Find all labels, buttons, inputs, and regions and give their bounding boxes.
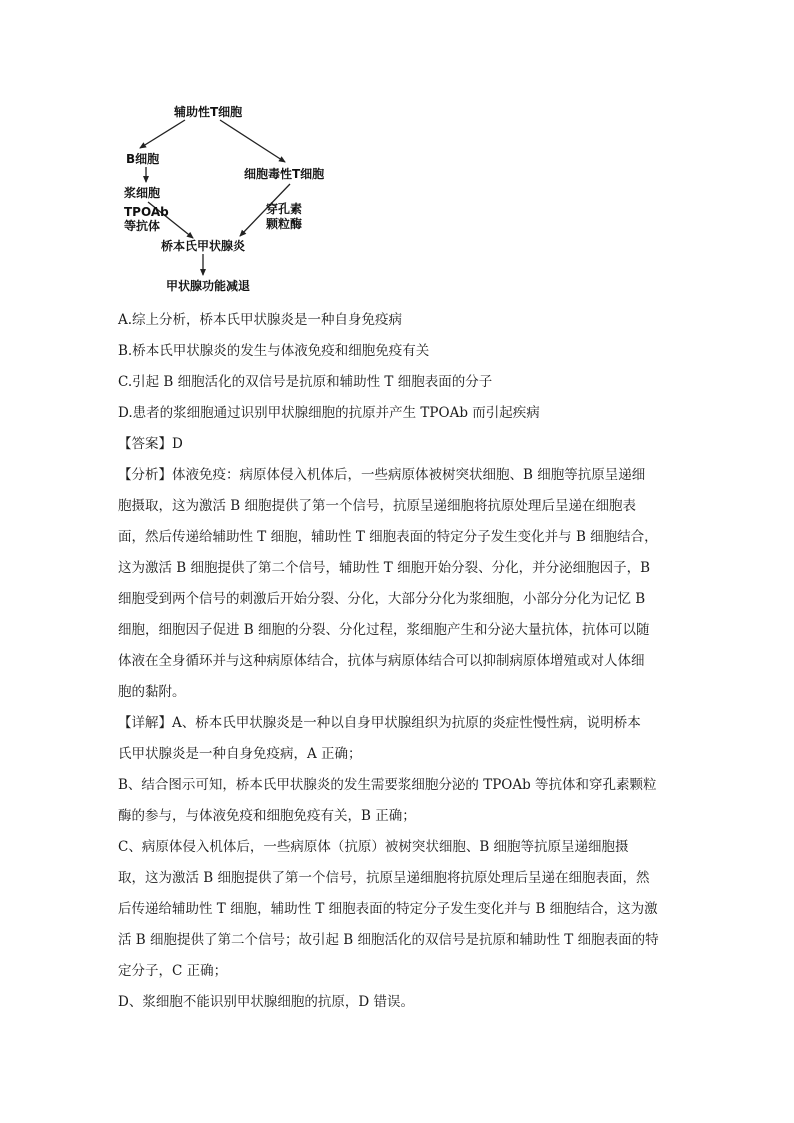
analysis-line: 体液在全身循环并与这种病原体结合，抗体与病原体结合可以抑制病原体增殖或对人体细 — [118, 653, 645, 669]
analysis-line: 细胞受到两个信号的刺激后开始分裂、分化，大部分分化为浆细胞，小部分分化为记忆 B — [118, 591, 646, 607]
label-perforin: 穿孔素 — [266, 202, 303, 216]
analysis-line: 细胞，细胞因子促进 B 细胞的分裂、分化过程，浆细胞产生和分泌大量抗体，抗体可以随 — [118, 622, 650, 638]
node-helper-t: 辅助性T细胞 — [174, 105, 243, 119]
detail-line: 后传递给辅助性 T 细胞，辅助性 T 细胞表面的特定分子发生变化并与 B 细胞结合，这为激 — [118, 901, 658, 917]
detail-line: 【详解】A、桥本氏甲状腺炎是一种以自身甲状腺组织为抗原的炎症性慢性病，说明桥本 — [118, 715, 641, 731]
detail-line: 定分子，C 正确； — [118, 963, 228, 979]
option-b: B.桥本氏甲状腺炎的发生与体液免疫和细胞免疫有关 — [118, 343, 430, 359]
option-d: D.患者的浆细胞通过识别甲状腺细胞的抗原并产生 TPOAb 而引起疾病 — [118, 405, 540, 421]
detail-line: 取，这为激活 B 细胞提供了第一个信号，抗原呈递细胞将抗原处理后呈递在细胞表面，然 — [118, 870, 650, 886]
label-tpoab: TPOAb — [124, 205, 169, 219]
node-b-cell: B细胞 — [126, 152, 160, 166]
analysis-line: 【分析】体液免疫：病原体侵入机体后，一些病原体被树突状细胞、B 细胞等抗原呈递细 — [118, 467, 646, 483]
analysis-line: 胞摄取，这为激活 B 细胞提供了第一个信号，抗原呈递细胞将抗原处理后呈递在细胞表 — [118, 498, 637, 514]
node-cytotoxic-t: 细胞毒性T细胞 — [244, 167, 325, 181]
detail-line: B、结合图示可知，桥本氏甲状腺炎的发生需要浆细胞分泌的 TPOAb 等抗体和穿孔素颗粒 — [118, 777, 657, 793]
arrow-helper-to-b — [140, 120, 185, 148]
option-c: C.引起 B 细胞活化的双信号是抗原和辅助性 T 细胞表面的分子 — [118, 374, 493, 390]
node-plasma-cell: 浆细胞 — [124, 186, 161, 200]
label-granzyme: 颗粒酶 — [266, 217, 303, 231]
question-text — [118, 305, 678, 1018]
label-antibody: 等抗体 — [124, 219, 161, 233]
analysis-line: 面，然后传递给辅助性 T 细胞，辅助性 T 细胞表面的特定分子发生变化并与 B 细胞结合， — [118, 529, 658, 545]
node-hashimoto: 桥本氏甲状腺炎 — [161, 239, 246, 253]
immune-flow-diagram — [110, 96, 350, 301]
arrow-helper-to-cytotoxic — [220, 120, 285, 162]
analysis-line: 胞的黏附。 — [118, 684, 186, 700]
detail-line: 酶的参与，与体液免疫和细胞免疫有关，B 正确； — [118, 808, 416, 824]
node-hypothyroidism: 甲状腺功能减退 — [166, 279, 251, 293]
option-a: A.综上分析，桥本氏甲状腺炎是一种自身免疫病 — [118, 312, 403, 328]
analysis-line: 这为激活 B 细胞提供了第二个信号，辅助性 T 细胞开始分裂、分化，并分泌细胞因子，B — [118, 560, 651, 576]
detail-line: D、浆细胞不能识别甲状腺细胞的抗原，D 错误。 — [118, 994, 414, 1010]
answer-line: 【答案】D — [118, 436, 183, 452]
detail-line: 活 B 细胞提供了第二个信号；故引起 B 细胞活化的双信号是抗原和辅助性 T 细胞表面的特 — [118, 932, 659, 948]
detail-line: C、病原体侵入机体后，一些病原体（抗原）被树突状细胞、B 细胞等抗原呈递细胞摄 — [118, 839, 629, 855]
detail-line: 氏甲状腺炎是一种自身免疫病，A 正确； — [118, 746, 362, 762]
